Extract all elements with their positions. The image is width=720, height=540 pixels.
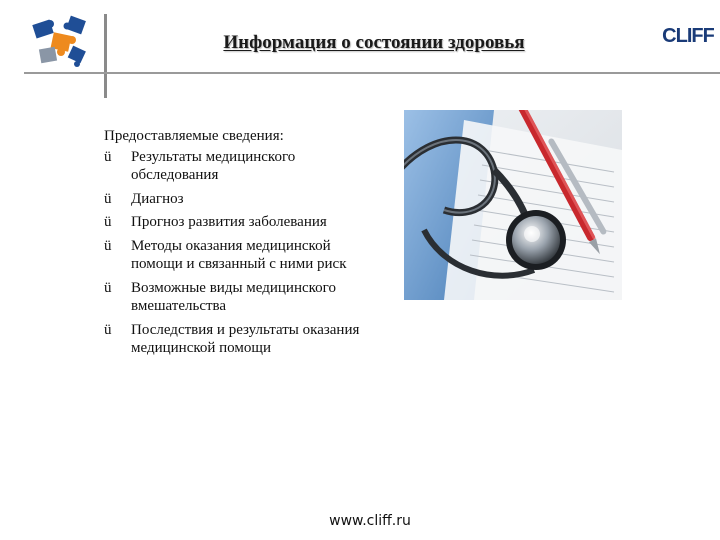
footer-url[interactable]: www.cliff.ru bbox=[329, 513, 411, 529]
stethoscope-photo bbox=[404, 110, 622, 300]
page-title: Информация о состоянии здоровья bbox=[223, 32, 525, 53]
list-item-text: Прогноз развития заболевания bbox=[131, 214, 327, 230]
info-block bbox=[104, 127, 374, 363]
puzzle-icon bbox=[30, 14, 92, 72]
list-item-text: Диагноз bbox=[131, 190, 184, 207]
check-icon: ü bbox=[104, 190, 112, 207]
vertical-divider bbox=[104, 14, 107, 98]
check-icon: ü bbox=[104, 279, 112, 296]
list-item bbox=[104, 237, 374, 274]
check-icon: ü bbox=[104, 321, 112, 338]
cliff-logo bbox=[662, 14, 714, 50]
info-list bbox=[104, 148, 374, 358]
check-icon: ü bbox=[104, 148, 112, 165]
list-item bbox=[104, 321, 374, 358]
list-item-text: Последствия и результаты оказания медицинской помощи bbox=[131, 321, 360, 356]
list-item bbox=[104, 190, 374, 209]
check-icon: ü bbox=[104, 237, 112, 254]
list-item-text: Методы оказания медицинской помощи и связанный с ними риск bbox=[131, 237, 347, 272]
list-item bbox=[104, 148, 374, 185]
list-item bbox=[104, 279, 374, 316]
cliff-logo-text: CLIFF bbox=[662, 25, 714, 47]
list-item-text: Результаты медицинского обследования bbox=[131, 148, 296, 183]
check-icon: ü bbox=[104, 214, 112, 230]
provided-info-heading: Предоставляемые сведения: bbox=[104, 128, 284, 144]
list-item-text: Возможные виды медицинского вмешательства bbox=[131, 279, 336, 314]
list-item bbox=[104, 213, 374, 232]
horizontal-divider bbox=[24, 72, 720, 74]
